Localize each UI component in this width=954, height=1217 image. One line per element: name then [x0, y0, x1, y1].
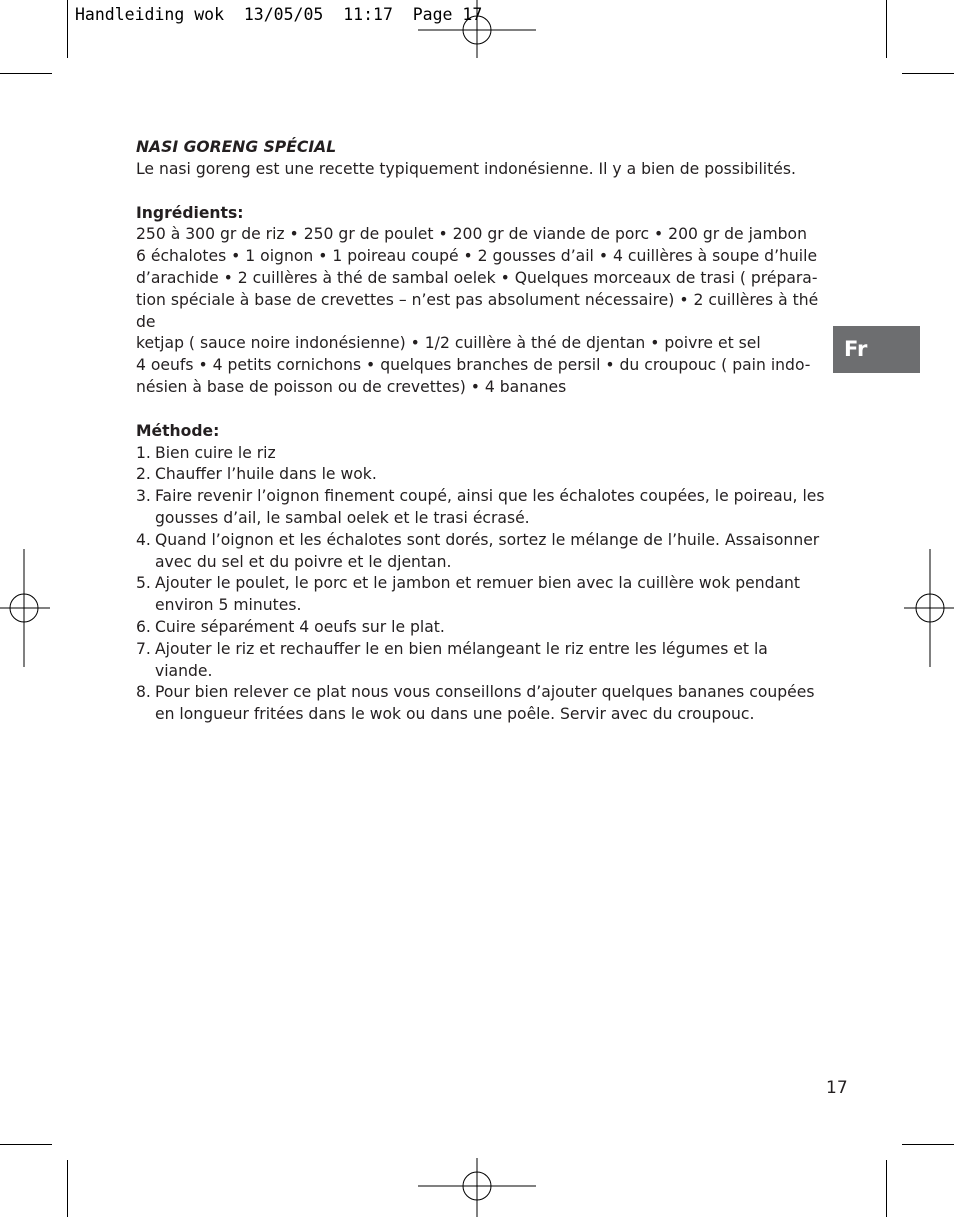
step-text: Faire revenir l’oignon finement coupé, ainsi que les échalotes coupées, le poireau, les gousses d’ail, le sambal oelek et le trasi écrasé.	[155, 487, 825, 527]
ingredients-heading: Ingrédients:	[136, 203, 244, 222]
ingredient-line: 250 à 300 gr de riz • 250 gr de poulet • 200 gr de viande de porc • 200 gr de jambon	[136, 225, 807, 244]
registration-mark-right	[904, 549, 954, 667]
step-number: 4.	[136, 530, 151, 549]
method-step	[136, 530, 826, 574]
recipe-intro: Le nasi goreng est une recette typiquement indonésienne. Il y a bien de possibilités.	[136, 159, 796, 178]
step-number: 5.	[136, 574, 151, 593]
print-slug: Handleiding wok 13/05/05 11:17 Page 17	[75, 5, 483, 24]
crop-mark	[0, 1144, 52, 1145]
ingredient-line: d’arachide • 2 cuillères à thé de sambal oelek • Quelques morceaux de trasi ( prépara-	[136, 268, 818, 287]
recipe-title: NASI GORENG SPÉCIAL	[136, 138, 337, 156]
method-step	[136, 682, 826, 726]
method-step	[136, 486, 826, 530]
step-text: Ajouter le riz et rechauffer le en bien mélangeant le riz entre les légumes et la viande.	[155, 639, 768, 680]
registration-mark-bottom	[418, 1158, 536, 1217]
method-step	[136, 443, 826, 465]
recipe-content	[136, 137, 826, 726]
method-step	[136, 464, 826, 486]
step-number: 3.	[136, 487, 151, 506]
step-number: 2.	[136, 465, 151, 484]
crop-mark	[0, 73, 52, 74]
method-heading: Méthode:	[136, 421, 220, 440]
method-step	[136, 639, 826, 683]
page-number: 17	[826, 1078, 848, 1098]
step-text: Ajouter le poulet, le porc et le jambon et remuer bien avec la cuillère wok pendant environ 5 minutes.	[155, 574, 801, 615]
ingredient-line: tion spéciale à base de crevettes – n’est pas absolument nécessaire) • 2 cuillères à thé de	[136, 290, 819, 331]
step-number: 8.	[136, 683, 151, 702]
step-text: Quand l’oignon et les échalotes sont dorés, sortez le mélange de l’huile. Assaisonner avec du sel et du poivre et le djentan.	[155, 530, 820, 571]
ingredient-line: nésien à base de poisson ou de crevettes) • 4 bananes	[136, 377, 567, 396]
step-number: 7.	[136, 639, 151, 658]
language-tab: Fr	[833, 326, 920, 373]
registration-mark-left	[0, 549, 50, 667]
step-text: Cuire séparément 4 oeufs sur le plat.	[155, 617, 445, 636]
ingredients-list	[136, 224, 826, 398]
crop-mark	[902, 73, 954, 74]
method-step	[136, 573, 826, 617]
step-number: 6.	[136, 617, 151, 636]
step-number: 1.	[136, 443, 151, 462]
method-steps	[136, 443, 826, 726]
step-text: Pour bien relever ce plat nous vous conseillons d’ajouter quelques bananes coupées en longueur fritées dans le wok ou dans une poêle. Servir avec du croupouc.	[155, 683, 815, 724]
crop-mark	[902, 1144, 954, 1145]
crop-mark	[886, 0, 887, 58]
method-step	[136, 617, 826, 639]
step-text: Chauffer l’huile dans le wok.	[155, 465, 377, 484]
crop-mark	[67, 1160, 68, 1217]
step-text: Bien cuire le riz	[155, 443, 276, 462]
crop-mark	[886, 1160, 887, 1217]
ingredient-line: 6 échalotes • 1 oignon • 1 poireau coupé • 2 gousses d’ail • 4 cuillères à soupe d’huile	[136, 247, 818, 266]
crop-mark	[67, 0, 68, 58]
registration-mark-top	[418, 0, 536, 58]
ingredient-line: 4 oeufs • 4 petits cornichons • quelques branches de persil • du croupouc ( pain indo-	[136, 356, 811, 375]
ingredient-line: ketjap ( sauce noire indonésienne) • 1/2 cuillère à thé de djentan • poivre et sel	[136, 334, 761, 353]
